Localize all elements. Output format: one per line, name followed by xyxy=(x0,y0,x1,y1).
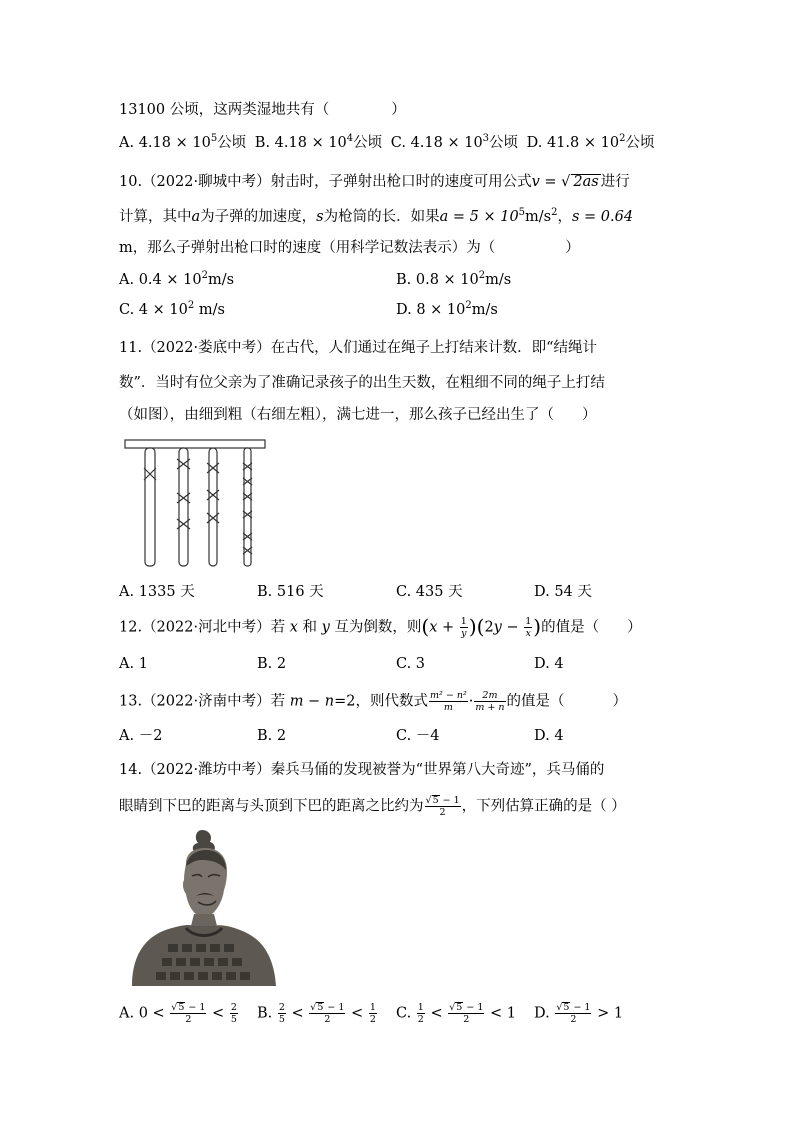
q14-line-2: 眼睛到下巴的距离与头顶到下巴的距离之比约为 $\frac{√5 - 1}{2}$ ，下列估算正确的是（ ） xyxy=(119,795,626,818)
knotted-rope-figure xyxy=(120,435,270,570)
q14-option-d[interactable]: D. $\frac{√5 - 1}{2}$ > 1 xyxy=(534,1002,624,1025)
q10-number: 10. xyxy=(119,174,143,190)
q12-line: 12.（2022·河北中考）若 x 和 y 互为倒数，则(x + $\frac{1}{y}$ )(2y − $\frac{1}{x}$ )的值是（ ） xyxy=(119,614,642,639)
q14-option-a[interactable]: A. 0 < $\frac{√5 - 1}{2}$ < $\frac{2}{5}$ xyxy=(119,1002,237,1025)
q9-options xyxy=(119,133,654,153)
q11-number: 11. xyxy=(119,340,143,356)
q10-source: （2022·聊城中考） xyxy=(142,174,271,190)
q13-number: 13. xyxy=(119,693,143,710)
q11-option-b[interactable]: B. 516 天 xyxy=(257,584,324,600)
q13-option-a[interactable]: A. －2 xyxy=(119,728,163,744)
q9-option-c[interactable]: C. $4.18 \times 10^3$公顷 xyxy=(390,133,519,151)
q13-option-c[interactable]: C. －4 xyxy=(396,728,440,744)
q13-source: （2022·济南中考） xyxy=(142,693,271,710)
q12-number: 12. xyxy=(119,619,143,636)
q11-source: （2022·娄底中考） xyxy=(142,340,271,356)
q9-continuation: 13100 公顷，这两类湿地共有（ ） xyxy=(119,102,406,118)
q9-option-b[interactable]: B. $4.18 \times 10^4$公顷 xyxy=(254,133,383,151)
q10-option-b[interactable]: B. $0.8 \times 10^2m/s$ xyxy=(396,270,512,288)
q9-option-a[interactable]: A. $4.18 \times 10^5$公顷 xyxy=(119,133,247,151)
rope-bar xyxy=(125,440,265,448)
sqrt-icon: √ xyxy=(561,174,571,190)
terracotta-warrior-image xyxy=(128,826,278,988)
q12-option-c[interactable]: C. 3 xyxy=(396,656,426,672)
q14-line-1: 14.（2022·潍坊中考）秦兵马俑的发现被誉为“世界第八大奇迹”，兵马俑的 xyxy=(119,762,605,778)
rope-1 xyxy=(145,448,155,566)
q12-source: （2022·河北中考） xyxy=(142,619,271,636)
q10-option-a[interactable]: A. $0.4 \times 10^2m/s$ xyxy=(119,270,235,288)
q10-line-3: m，那么子弹射出枪口时的速度（用科学记数法表示）为（ ） xyxy=(119,240,580,256)
q11-line-2: 数”．当时有位父亲为了准确记录孩子的出生天数，在粗细不同的绳子上打结 xyxy=(119,375,605,391)
q14-option-b[interactable]: B. $\frac{2}{5}$ < $\frac{√5 - 1}{2}$ < $\frac{1}{2}$ xyxy=(257,1002,376,1025)
q10-option-d[interactable]: D. $8 \times 10^2m/s$ xyxy=(396,300,498,318)
q13-option-b[interactable]: B. 2 xyxy=(257,728,287,744)
q10-option-c[interactable]: C. $4 \times 10^2$ m/s xyxy=(119,300,225,318)
q11-option-c[interactable]: C. 435 天 xyxy=(396,584,463,600)
q14-number: 14. xyxy=(119,762,143,778)
q9-option-d[interactable]: D. $41.8 \times 10^2$公顷 xyxy=(526,133,655,151)
q13-line: 13.（2022·济南中考）若 m − n=2，则代数式 $\frac{\text{m² − n²}}{m}$ · $\frac{2m}{m + n}$ 的值是（ ） xyxy=(119,690,628,713)
q13-option-d[interactable]: D. 4 xyxy=(534,728,564,744)
knot-marks xyxy=(144,459,252,554)
q11-line-1: 11.（2022·娄底中考）在古代，人们通过在绳子上打结来计数．即“结绳计 xyxy=(119,340,597,356)
q10-line-2: 计算，其中a为子弹的加速度，s为枪筒的长．如果$a = 5 \times 10^5m/s^2$，s = 0.64 xyxy=(119,207,634,225)
q11-option-a[interactable]: A. 1335 天 xyxy=(119,584,195,600)
q12-option-a[interactable]: A. 1 xyxy=(119,656,148,672)
q11-line-3: （如图），由细到粗（右细左粗），满七进一，那么孩子已经出生了（ ） xyxy=(119,407,597,423)
q10-line-1: 10.（2022·聊城中考）射击时，子弹射出枪口时的速度可用公式v = √ 2as 进行 xyxy=(119,174,630,190)
q12-option-b[interactable]: B. 2 xyxy=(257,656,287,672)
q14-source: （2022·潍坊中考） xyxy=(142,762,271,778)
q14-option-c[interactable]: C. $\frac{1}{2}$ < $\frac{√5 - 1}{2}$ < 1 xyxy=(396,1002,516,1025)
q11-option-d[interactable]: D. 54 天 xyxy=(534,584,592,600)
q12-option-d[interactable]: D. 4 xyxy=(534,656,564,672)
